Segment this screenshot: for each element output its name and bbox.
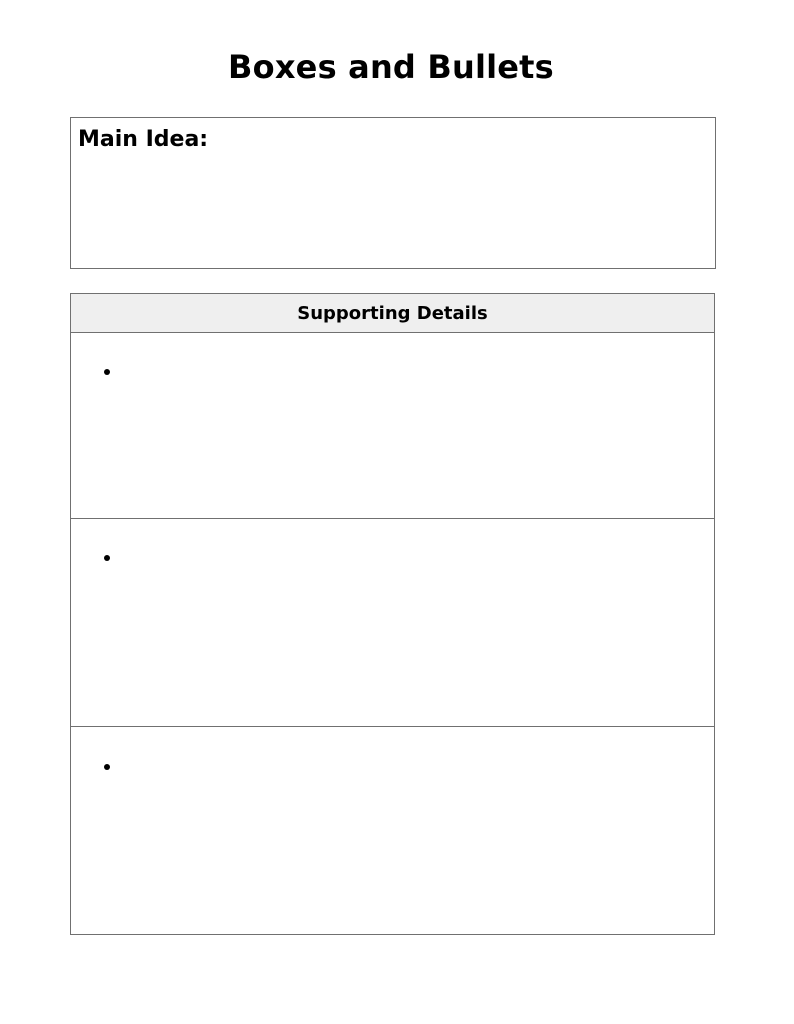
- bullet-icon: [104, 764, 110, 770]
- supporting-detail-cell-3[interactable]: [71, 726, 715, 934]
- bullet-icon: [104, 369, 110, 375]
- supporting-details-header: Supporting Details: [71, 294, 715, 333]
- supporting-detail-row-1: [71, 333, 715, 519]
- supporting-detail-row-3: [71, 726, 715, 934]
- main-idea-box[interactable]: [70, 117, 716, 269]
- main-idea-label: Main Idea:: [78, 127, 209, 152]
- page-title: Boxes and Bullets: [228, 48, 554, 86]
- supporting-detail-row-2: [71, 519, 715, 726]
- supporting-details-table: [70, 293, 715, 935]
- supporting-detail-cell-2[interactable]: [71, 519, 715, 726]
- bullet-icon: [104, 555, 110, 561]
- supporting-detail-cell-1[interactable]: [71, 333, 715, 519]
